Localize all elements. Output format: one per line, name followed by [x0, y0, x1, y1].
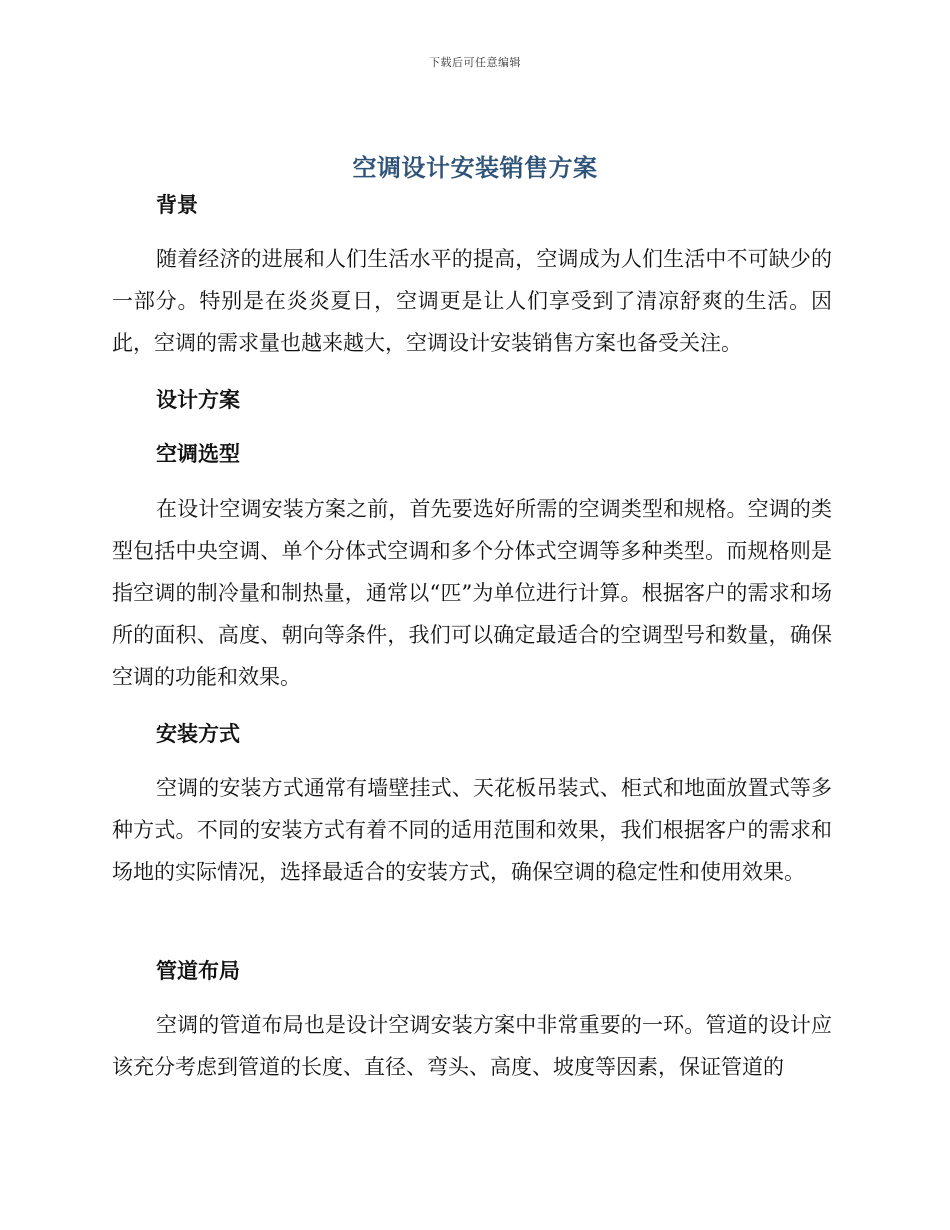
paragraph-install: 空调的安装方式通常有墙壁挂式、天花板吊装式、柜式和地面放置式等多种方式。不同的安装方式有着不同的适用范围和效果，我们根据客户的需求和场地的实际情况，选择最适合的安装方式，确保空调的稳定性和使用效果。	[112, 776, 832, 884]
header-note: 下载后可任意编辑	[429, 56, 521, 69]
paragraph-selection: 在设计空调安装方案之前，首先要选好所需的空调类型和规格。空调的类型包括中央空调、单个分体式空调和多个分体式空调等多种类型。而规格则是指空调的制冷量和制热量，通常以“匹”为单位进行计算。根据客户的需求和场所的面积、高度、朝向等条件，我们可以确定最适合的空调型号和数量，确保空调的功能和效果。	[112, 497, 832, 689]
section-heading-background: 背景	[156, 193, 198, 217]
subsection-heading-pipe: 管道布局	[156, 959, 240, 983]
section-heading-design: 设计方案	[156, 388, 240, 412]
paragraph-pipe: 空调的管道布局也是设计空调安装方案中非常重要的一环。管道的设计应该充分考虑到管道的长度、直径、弯头、高度、坡度等因素，保证管道的	[112, 1013, 832, 1079]
subsection-heading-install: 安装方式	[156, 722, 240, 746]
subsection-heading-selection: 空调选型	[156, 442, 240, 466]
document-title: 空调设计安装销售方案	[352, 154, 598, 182]
paragraph-background: 随着经济的进展和人们生活水平的提高，空调成为人们生活中不可缺少的一部分。特别是在炎炎夏日，空调更是让人们享受到了清凉舒爽的生活。因此，空调的需求量也越来越大，空调设计安装销售方案也备受关注。	[112, 247, 832, 355]
